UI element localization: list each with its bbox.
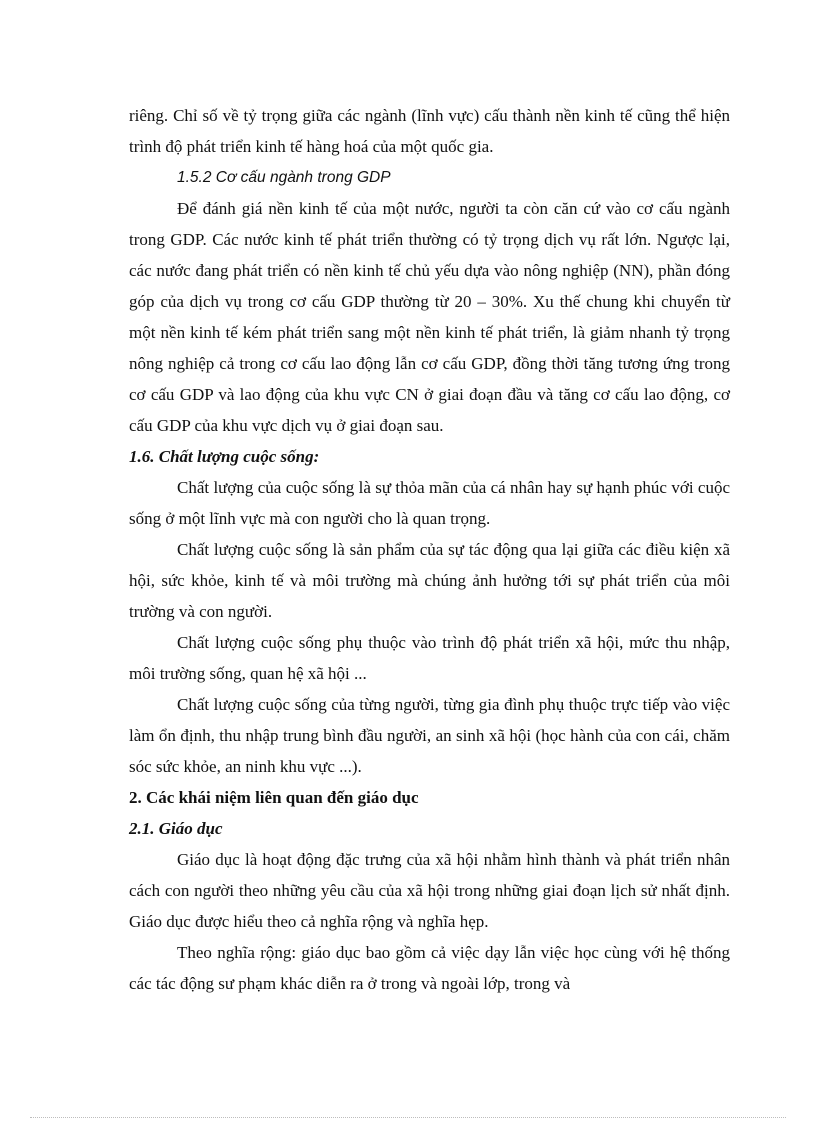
page-content (129, 100, 730, 999)
paragraph-education-1: Giáo dục là hoạt động đặc trưng của xã hội nhằm hình thành và phát triển nhân cách con người theo những yêu cầu của xã hội trong những giai đoạn lịch sử nhất định. Giáo dục được hiểu theo cả nghĩa rộng và nghĩa hẹp. (129, 850, 730, 931)
subsection-heading-1-5-2: 1.5.2 Cơ cấu ngành trong GDP (177, 169, 391, 186)
paragraph-quality-of-life-2: Chất lượng cuộc sống là sản phẩm của sự tác động qua lại giữa các điều kiện xã hội, sức khỏe, kinh tế và môi trường mà chúng ảnh hưởng tới sự phát triển của môi trường và con người. (129, 540, 730, 621)
paragraph-quality-of-life-3: Chất lượng cuộc sống phụ thuộc vào trình độ phát triển xã hội, mức thu nhập, môi trường sống, quan hệ xã hội ... (129, 633, 730, 683)
page-bottom-border (30, 1117, 786, 1118)
section-heading-2: 2. Các khái niệm liên quan đến giáo dục (129, 788, 419, 807)
paragraph-education-2: Theo nghĩa rộng: giáo dục bao gồm cả việc dạy lẫn việc học cùng với hệ thống các tác động sư phạm khác diễn ra ở trong và ngoài lớp, trong và (129, 943, 730, 993)
paragraph-continued: riêng. Chỉ số về tỷ trọng giữa các ngành (lĩnh vực) cấu thành nền kinh tế cũng thể hiện trình độ phát triển kinh tế hàng hoá của một quốc gia. (129, 106, 730, 156)
paragraph-quality-of-life-1: Chất lượng của cuộc sống là sự thỏa mãn của cá nhân hay sự hạnh phúc với cuộc sống ở một lĩnh vực mà con người cho là quan trọng. (129, 478, 730, 528)
section-heading-1-6: 1.6. Chất lượng cuộc sống: (129, 447, 320, 466)
paragraph-quality-of-life-4: Chất lượng cuộc sống của từng người, từng gia đình phụ thuộc trực tiếp vào việc làm ổn định, thu nhập trung bình đầu người, an sinh xã hội (học hành của con cái, chăm sóc sức khỏe, an ninh khu vực ...). (129, 695, 730, 776)
section-heading-2-1: 2.1. Giáo dục (129, 819, 223, 838)
paragraph-gdp-structure: Để đánh giá nền kinh tế của một nước, người ta còn căn cứ vào cơ cấu ngành trong GDP. Các nước kinh tế phát triển thường có tỷ trọng dịch vụ rất lớn. Ngược lại, các nước đang phát triển có nền kinh tế chủ yếu dựa vào nông nghiệp (NN), phần đóng góp của dịch vụ trong cơ cấu GDP thường từ 20 – 30%. Xu thế chung khi chuyển từ một nền kinh tế kém phát triển sang một nền kinh tế phát triển, là giảm nhanh tỷ trọng nông nghiệp cả trong cơ cấu lao động lẫn cơ cấu GDP, đồng thời tăng tương ứng trong cơ cấu GDP và lao động của khu vực CN ở giai đoạn đầu và tăng cơ cấu lao động, cơ cấu GDP của khu vực dịch vụ ở giai đoạn sau. (129, 199, 730, 435)
